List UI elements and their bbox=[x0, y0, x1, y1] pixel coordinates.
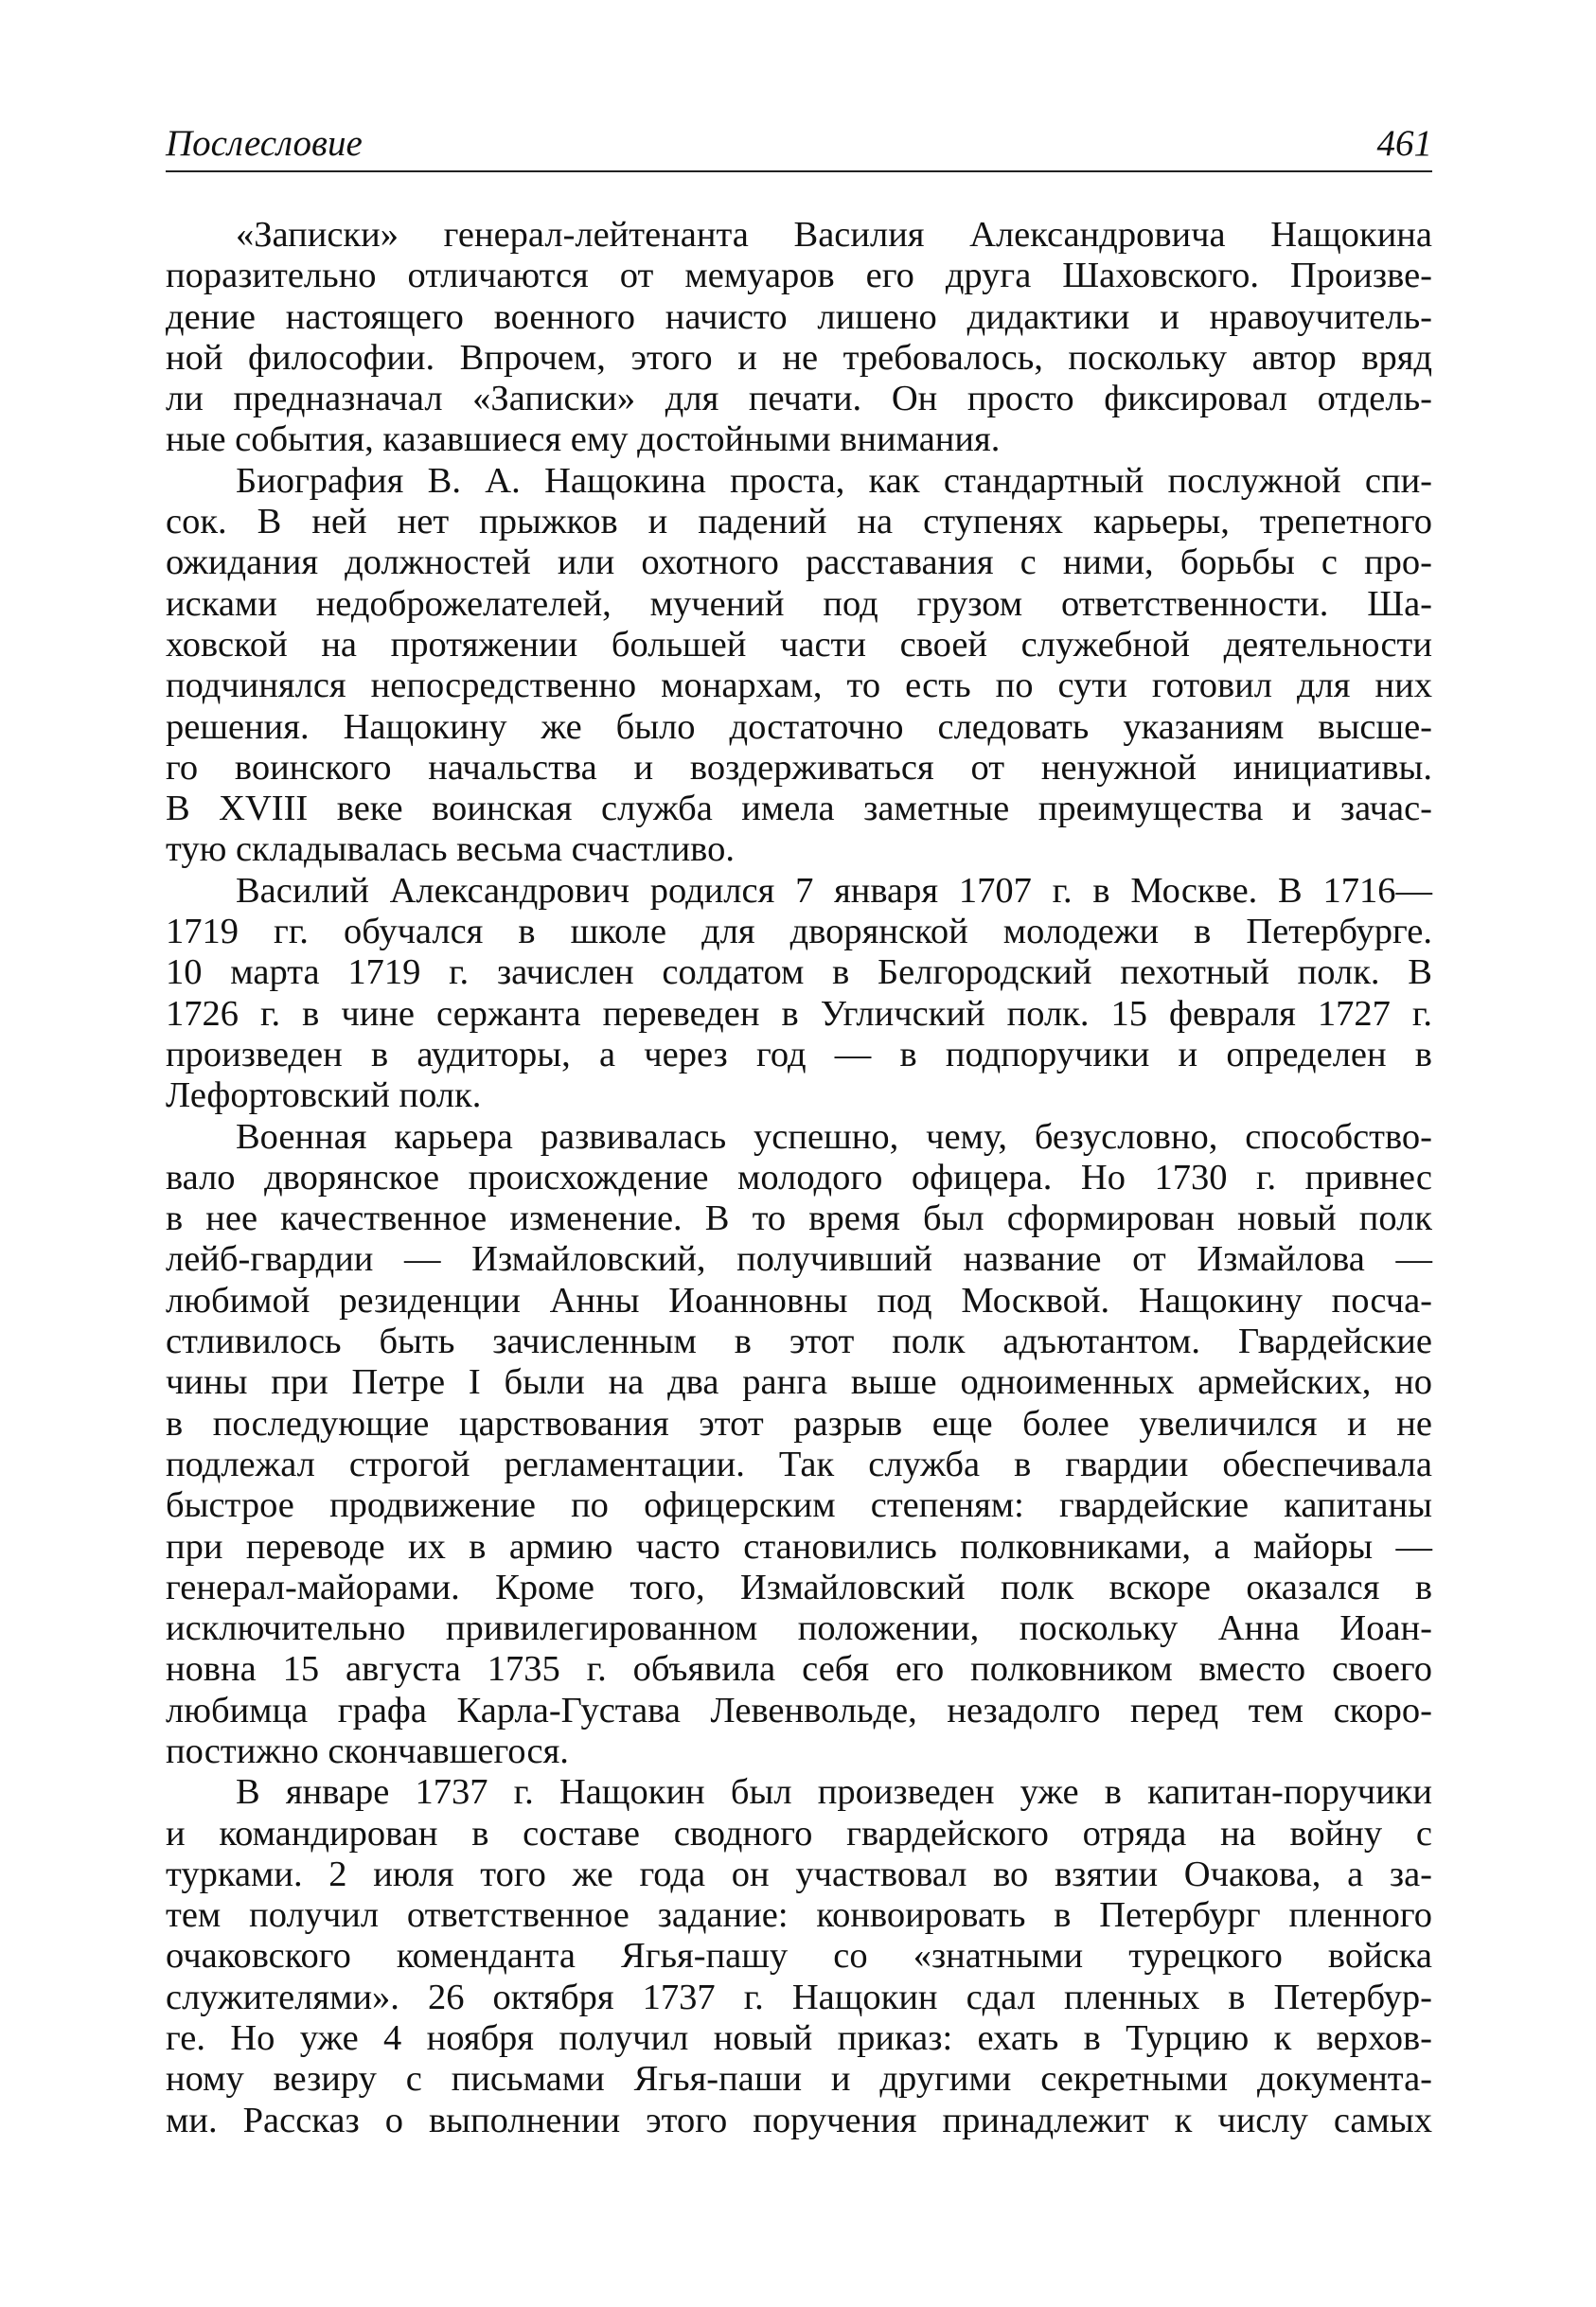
text-line: чины при Петре I были на два ранга выше одноименных армейских, но bbox=[166, 1362, 1432, 1403]
text-line: генерал-майорами. Кроме того, Измайловский полк вскоре оказался в bbox=[166, 1567, 1432, 1607]
text-line: В январе 1737 г. Нащокин был произведен уже в капитан-поручики bbox=[236, 1772, 1432, 1813]
text-line: и командирован в составе сводного гвардейского отряда на войну с bbox=[166, 1813, 1432, 1854]
text-line: го воинского начальства и воздерживаться от ненужной инициативы. bbox=[166, 747, 1432, 788]
text-line: постижно скончавшегося. bbox=[166, 1730, 569, 1771]
text-line: в нее качественное изменение. В то время был сформирован новый полк bbox=[166, 1198, 1432, 1239]
text-line: лейб-гвардии — Измайловский, получивший название от Измайлова — bbox=[166, 1239, 1432, 1280]
running-head bbox=[166, 125, 1432, 172]
text-line: ховской на протяжении большей части своей служебной деятельности bbox=[166, 624, 1432, 665]
text-line: Военная карьера развивалась успешно, чему, безусловно, способство- bbox=[236, 1116, 1432, 1157]
text-line: сок. В ней нет прыжков и падений на ступенях карьеры, трепетного bbox=[166, 502, 1432, 542]
text-line: ге. Но уже 4 ноября получил новый приказ: ехать в Турцию к верхов- bbox=[166, 2018, 1432, 2059]
paragraph-3 bbox=[166, 871, 1432, 1117]
text-line: Лефортовский полк. bbox=[166, 1075, 482, 1116]
text-line: 10 марта 1719 г. зачислен солдатом в Белгородский пехотный полк. В bbox=[166, 952, 1432, 993]
text-line: при переводе их в армию часто становились полковниками, а майоры — bbox=[166, 1526, 1432, 1567]
text-line: ми. Рассказ о выполнении этого поручения принадлежит к числу самых bbox=[166, 2100, 1432, 2140]
text-line: очаковского коменданта Ягья-пашу со «знатными турецкого войска bbox=[166, 1936, 1432, 1977]
text-line: быстрое продвижение по офицерским степеням: гвардейские капитаны bbox=[166, 1485, 1432, 1526]
text-line: тем получил ответственное задание: конвоировать в Петербург пленного bbox=[166, 1895, 1432, 1936]
paragraph-5 bbox=[166, 1772, 1432, 2141]
text-line: турками. 2 июля того же года он участвовал во взятии Очакова, а за- bbox=[166, 1854, 1432, 1894]
page-number: 461 bbox=[1376, 123, 1432, 164]
text-line: Биография В. А. Нащокина проста, как стандартный послужной спи- bbox=[236, 460, 1432, 501]
text-line: произведен в аудиторы, а через год — в подпоручики и определен в bbox=[166, 1034, 1432, 1074]
text-line: ные события, казавшиеся ему достойными внимания. bbox=[166, 419, 1001, 460]
text-line: подчинялся непосредственно монархам, то есть по сути готовил для них bbox=[166, 665, 1432, 706]
text-line: В XVIII веке воинская служба имела заметные преимущества и зачас- bbox=[166, 789, 1432, 829]
body-text bbox=[166, 215, 1432, 2141]
text-line: ожидания должностей или охотного расставания с ними, борьбы с про- bbox=[166, 542, 1432, 583]
text-line: любимца графа Карла-Густава Левенвольде, незадолго перед тем скоро- bbox=[166, 1690, 1432, 1730]
text-line: в последующие царствования этот разрыв еще более увеличился и не bbox=[166, 1403, 1432, 1444]
text-line: стливилось быть зачисленным в этот полк адъютантом. Гвардейские bbox=[166, 1322, 1432, 1362]
text-line: тую складывалась весьма счастливо. bbox=[166, 829, 735, 870]
text-line: 1726 г. в чине сержанта переведен в Угличский полк. 15 февраля 1727 г. bbox=[166, 993, 1432, 1034]
text-line: дение настоящего военного начисто лишено дидактики и нравоучитель- bbox=[166, 296, 1432, 337]
text-line: «Записки» генерал-лейтенанта Василия Александровича Нащокина bbox=[236, 215, 1432, 255]
text-line: ной философии. Впрочем, этого и не требовалось, поскольку автор вряд bbox=[166, 337, 1432, 378]
section-title: Послесловие bbox=[166, 123, 363, 164]
text-line: новна 15 августа 1735 г. объявила себя его полковником вместо своего bbox=[166, 1649, 1432, 1690]
text-line: любимой резиденции Анны Иоанновны под Москвой. Нащокину посча- bbox=[166, 1280, 1432, 1321]
paragraph-2 bbox=[166, 461, 1432, 871]
text-line: служителями». 26 октября 1737 г. Нащокин сдал пленных в Петербур- bbox=[166, 1977, 1432, 2017]
paragraph-1 bbox=[166, 215, 1432, 461]
text-line: поразительно отличаются от мемуаров его друга Шаховского. Произве- bbox=[166, 256, 1432, 296]
text-line: ли предназначал «Записки» для печати. Он просто фиксировал отдель- bbox=[166, 379, 1432, 419]
text-line: исключительно привилегированном положении, поскольку Анна Иоан- bbox=[166, 1608, 1432, 1649]
text-line: Василий Александрович родился 7 января 1707 г. в Москве. В 1716— bbox=[236, 870, 1432, 911]
text-line: подлежал строгой регламентации. Так служба в гвардии обеспечивала bbox=[166, 1444, 1432, 1484]
paragraph-4 bbox=[166, 1117, 1432, 1773]
text-line: решения. Нащокину же было достаточно следовать указаниям высше- bbox=[166, 706, 1432, 747]
text-line: вало дворянское происхождение молодого офицера. Но 1730 г. привнес bbox=[166, 1157, 1432, 1198]
text-line: 1719 гг. обучался в школе для дворянской молодежи в Петербурге. bbox=[166, 912, 1432, 952]
text-line: ному везиру с письмами Ягья-паши и другими секретными документа- bbox=[166, 2059, 1432, 2100]
text-line: исками недоброжелателей, мучений под грузом ответственности. Ша- bbox=[166, 583, 1432, 624]
